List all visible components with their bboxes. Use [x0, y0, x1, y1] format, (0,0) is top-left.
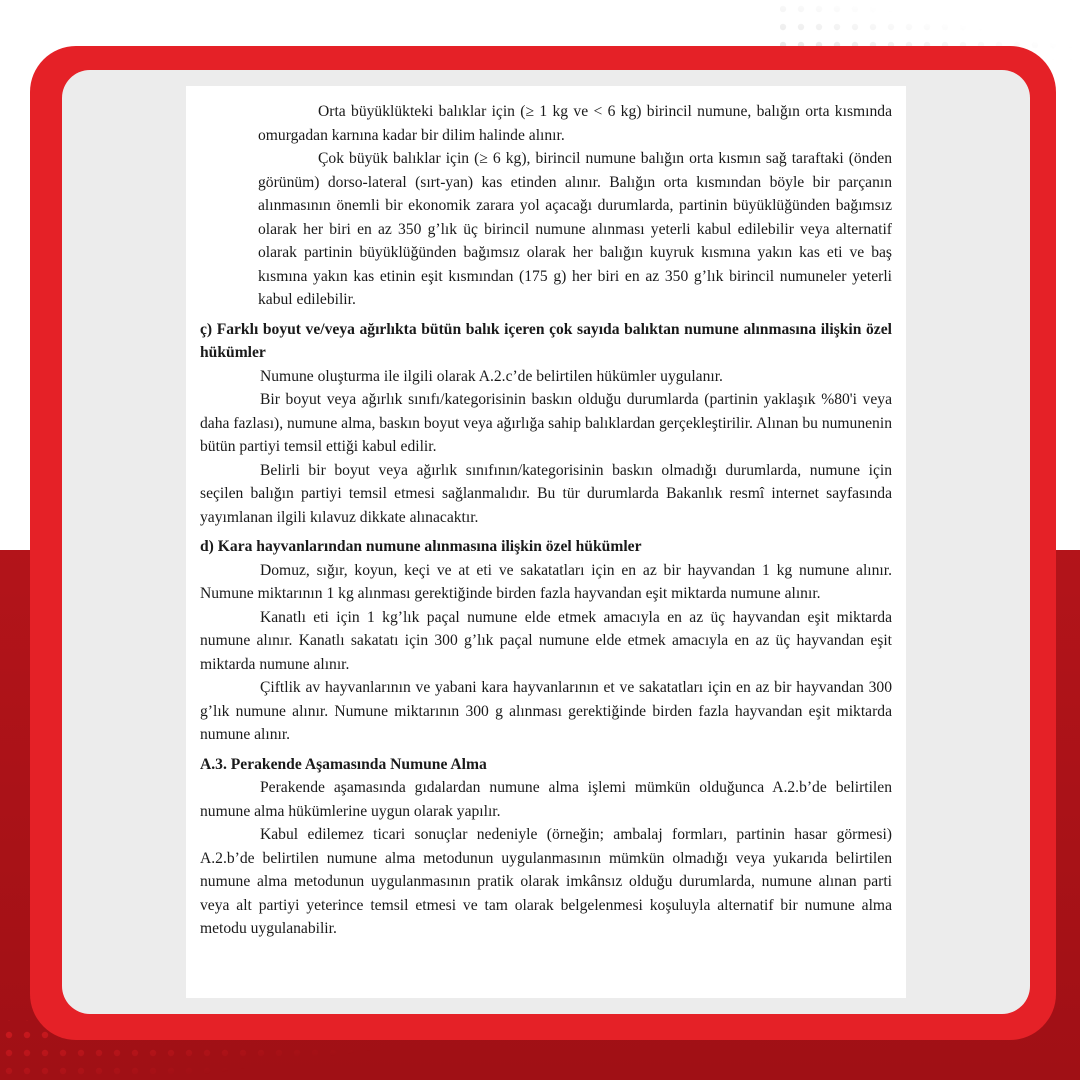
paragraph: Orta büyüklükteki balıklar için (≥ 1 kg ve < 6 kg) birincil numune, balığın orta kısmında omurgadan karnına kadar bir dilim halinde alınır.	[258, 103, 892, 144]
paragraph: Belirli bir boyut veya ağırlık sınıfının/kategorisinin baskın olmadığı durumlarda, numune için seçilen balığın partiyi temsil etmesi sağlanmalıdır. Bu tür durumlarda Bakanlık resmî internet sayfasında yayımlanan ilgili kılavuz dikkate alınacaktır.	[200, 461, 892, 526]
paragraph: Domuz, sığır, koyun, keçi ve at eti ve sakatatları için en az bir hayvandan 1 kg numune alınır. Numune miktarının 1 kg alınması gerektiğinde birden fazla hayvandan eşit miktarda numune alınır.	[200, 561, 892, 602]
section-heading: ç) Farklı boyut ve/veya ağırlıkta bütün balık içeren çok sayıda balıktan numune alınmasına ilişkin özel hükümler	[200, 320, 892, 361]
paragraph: Kanatlı eti için 1 kg’lık paçal numune elde etmek amacıyla en az üç hayvandan eşit miktarda numune alınır. Kanatlı sakatatı için 300 g’lık paçal numune elde etmek amacıyla en az üç hayvandan eşit miktarda numune alınır.	[200, 608, 892, 673]
paragraph: Çiftlik av hayvanlarının ve yabani kara hayvanlarının et ve sakatatları için en az bir hayvandan 300 g’lık numune alınır. Numune miktarının 300 g alınması gerektiğinde birden fazla hayvandan eşit miktarda numune alınır.	[200, 679, 892, 743]
paragraph: Kabul edilemez ticari sonuçlar nedeniyle (örneğin; ambalaj formları, partinin hasar görmesi) A.2.b’de belirtilen numune alma metodunun uygulanmasının mümkün olmadığı veya yukarıda belirtilen numune alma metodunun uygulanmasının pratik olarak imkânsız olduğu durumlarda, numune alınan parti veya alt partiyi yeterince temsil etmesi ve tam olarak belgelenmesi koşuluyla alternatif bir numune alma metodu uygulanabilir.	[200, 826, 892, 937]
paragraph: Perakende aşamasında gıdalardan numune alma işlemi mümkün olduğunca A.2.b’de belirtilen numune alma hükümlerine uygun olarak yapılır.	[200, 779, 892, 820]
paragraph: Bir boyut veya ağırlık sınıfı/kategorisinin baskın olduğu durumlarda (partinin yaklaşık %80'i veya daha fazlası), numune alma, baskın boyut veya ağırlığa sahip balıklardan gerçekleştirilir. Alınan bu numunenin bütün partiyi temsil ettiği kabul edilir.	[200, 391, 892, 455]
section-heading: d) Kara hayvanlarından numune alınmasına ilişkin özel hükümler	[200, 538, 642, 555]
paragraph: Numune oluşturma ile ilgili olarak A.2.c’de belirtilen hükümler uygulanır.	[260, 367, 723, 385]
paragraph: Çok büyük balıklar için (≥ 6 kg), birincil numune balığın orta kısmın sağ taraftaki (önden görünüm) dorso-lateral (sırt-yan) kas etinden alınır. Balığın orta kısmından böyle bir parçanın alınmasının önemli bir ekonomik zarara yol açacağı durumlarda, partinin büyüklüğünden bağımsız olarak her biri en az 350 g’lık üç birincil numune alınması yeterli kabul edilebilir veya alternatif olarak partinin büyüklüğünden bağımsız olarak her balığın kuyruk kısmına yakın kas eti ve baş kısmına yakın kas etinin eşit kısmından (175 g) her biri en az 350 g’lık birincil numuneler yeterli kabul edilebilir.	[258, 150, 892, 308]
section-heading: A.3. Perakende Aşamasında Numune Alma	[200, 755, 487, 773]
document-page	[186, 86, 906, 998]
